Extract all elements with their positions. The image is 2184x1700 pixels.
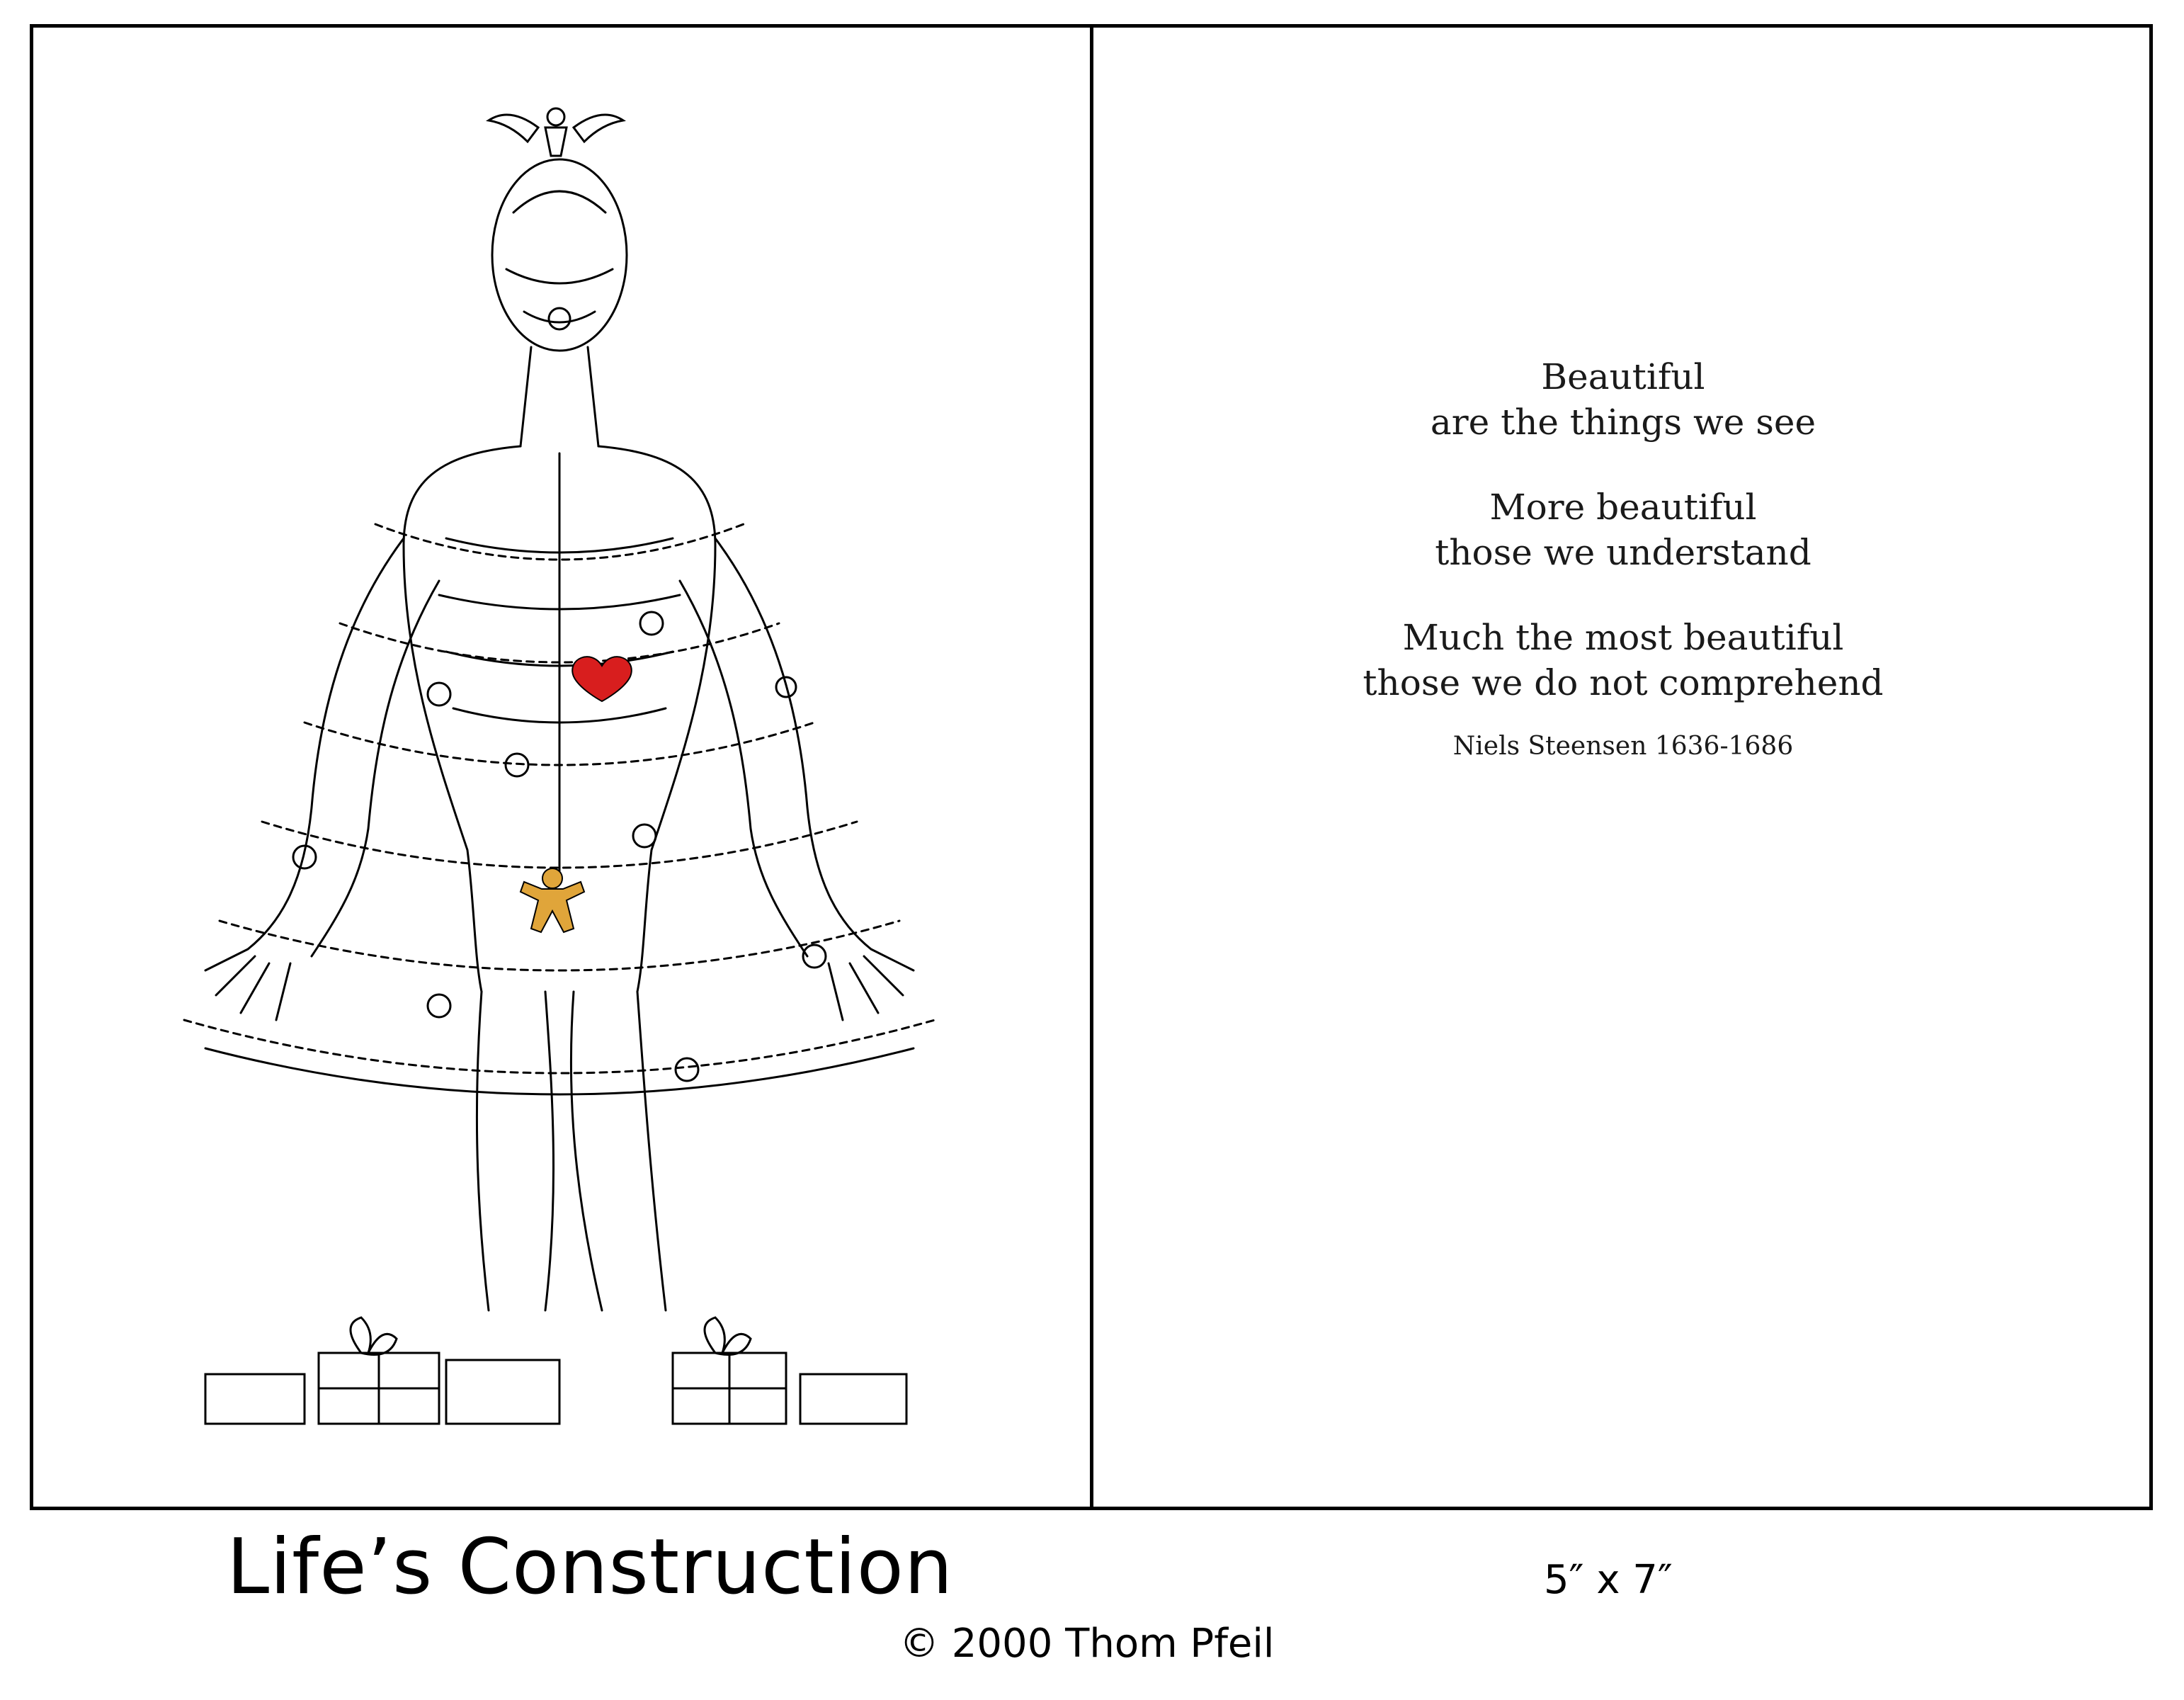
poem-line: are the things we see xyxy=(1430,402,1816,443)
poem-stanza xyxy=(1093,484,2153,575)
poem-attribution: Niels Steensen 1636-1686 xyxy=(1452,732,1794,761)
garland-figure-illustration xyxy=(106,85,1027,1431)
poem-line: those we understand xyxy=(1435,532,1812,573)
card-title: Life’s Construction xyxy=(227,1523,954,1611)
angel-topper-icon xyxy=(489,108,623,156)
poem-line: Beautiful xyxy=(1541,356,1705,397)
poem-line: Much the most beautiful xyxy=(1402,617,1844,658)
poem-stanza xyxy=(1093,615,2153,706)
gingerbread-figure-icon xyxy=(521,868,584,932)
card-fold-line xyxy=(1090,24,1093,1510)
card-size: 5″ x 7″ xyxy=(1544,1557,1673,1603)
poem-block xyxy=(1093,354,2153,762)
poem-line: More beautiful xyxy=(1489,487,1757,528)
poem-stanza xyxy=(1093,354,2153,445)
copyright-notice: © 2000 Thom Pfeil xyxy=(899,1621,1275,1667)
poem-line: those we do not comprehend xyxy=(1363,662,1884,703)
gift-boxes-icon xyxy=(205,1318,906,1424)
